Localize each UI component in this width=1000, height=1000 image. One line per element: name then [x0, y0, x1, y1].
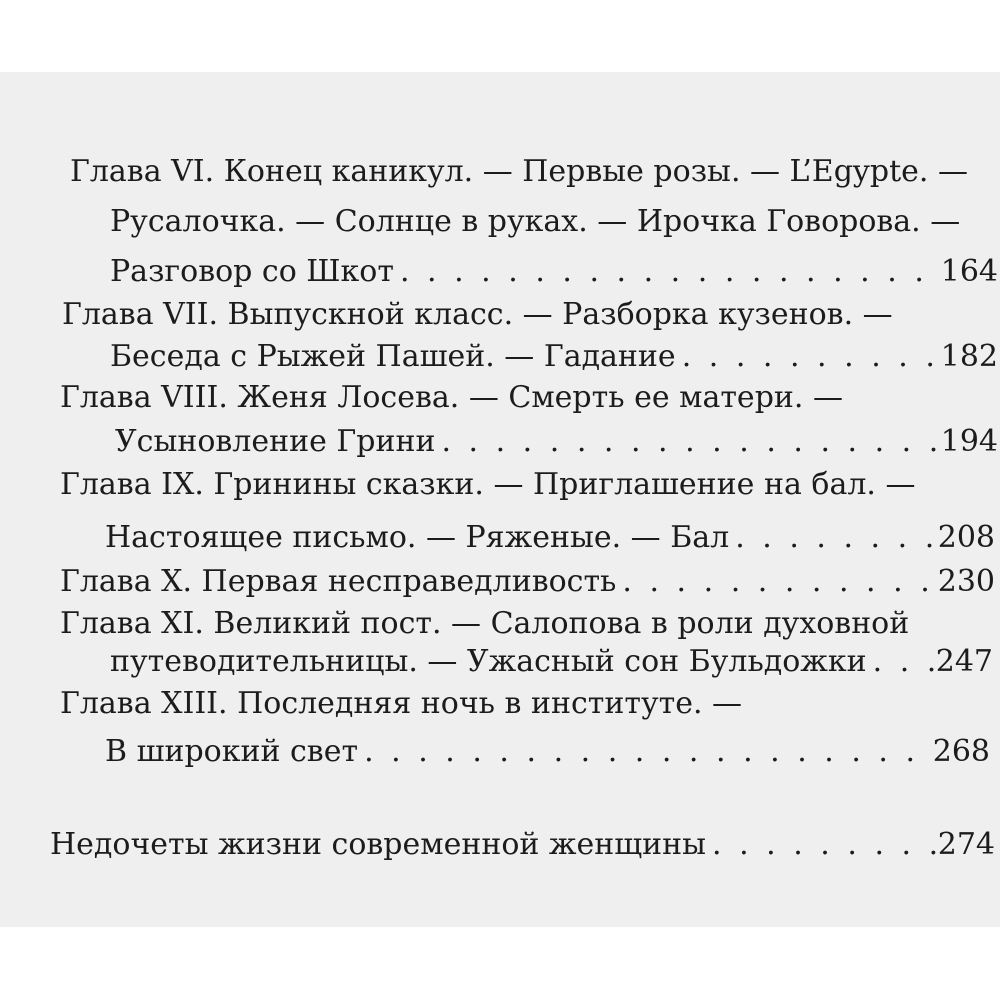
toc-entry-line: Глава X. Первая несправедливость — [60, 564, 617, 599]
toc-entry-line: Настоящее письмо. — Ряженые. — Бал — [105, 520, 730, 555]
dot-leader — [394, 254, 941, 290]
toc-entry-line: Русалочка. — Солнце в руках. — Ирочка Говорова. — — [110, 204, 961, 239]
toc-entry-line: Недочеты жизни современной женщины — [50, 827, 707, 862]
page-number: 208 — [937, 520, 995, 555]
dot-leader — [676, 339, 941, 375]
dot-leader — [435, 424, 940, 460]
toc-entry-line: путеводительницы. — Ужасный сон Бульдожки — [110, 644, 867, 679]
toc-entry-last-line — [105, 520, 995, 558]
toc-entry-line: Глава XI. Великий пост. — Салопова в роли духовной — [60, 606, 910, 641]
toc-entry-last-line — [50, 827, 995, 865]
dot-leader — [706, 827, 938, 863]
page-number: 268 — [932, 734, 990, 769]
dot-leader — [616, 564, 937, 600]
page-number: 230 — [937, 564, 995, 599]
toc-entry-last-line — [115, 424, 998, 462]
toc-entry-line: В широкий свет — [105, 734, 359, 769]
toc-entry-line: Глава VIII. Женя Лосева. — Смерть ее матери. — — [60, 380, 843, 415]
page-number: 182 — [940, 339, 998, 374]
book-page — [0, 72, 1000, 927]
toc-entry-line: Беседа с Рыжей Пашей. — Гадание — [110, 339, 676, 374]
toc-entry-last-line — [60, 564, 995, 602]
page-number: 274 — [937, 827, 995, 862]
toc-entry-last-line — [110, 254, 998, 292]
page-number: 194 — [940, 424, 998, 459]
toc-entry-last-line — [110, 644, 993, 682]
dot-leader — [729, 520, 938, 556]
toc-entry-line: Глава XIII. Последняя ночь в институте. — — [60, 686, 743, 721]
toc-entry-line: Глава VII. Выпускной класс. — Разборка кузенов. — — [62, 297, 893, 332]
dot-leader — [358, 734, 933, 770]
dot-leader — [867, 644, 936, 680]
toc-entry-last-line — [105, 734, 990, 772]
toc-entry-line: Глава VI. Конец каникул. — Первые розы. — L’Egypte. — — [70, 154, 968, 189]
toc-entry-line: Глава IX. Гринины сказки. — Приглашение на бал. — — [60, 467, 916, 502]
page-number: 164 — [940, 254, 998, 289]
toc-entry-line: Усыновление Грини — [115, 424, 436, 459]
page-number: 247 — [935, 644, 993, 679]
toc-entry-line: Разговор со Шкот — [110, 254, 394, 289]
toc-entry-last-line — [110, 339, 998, 377]
